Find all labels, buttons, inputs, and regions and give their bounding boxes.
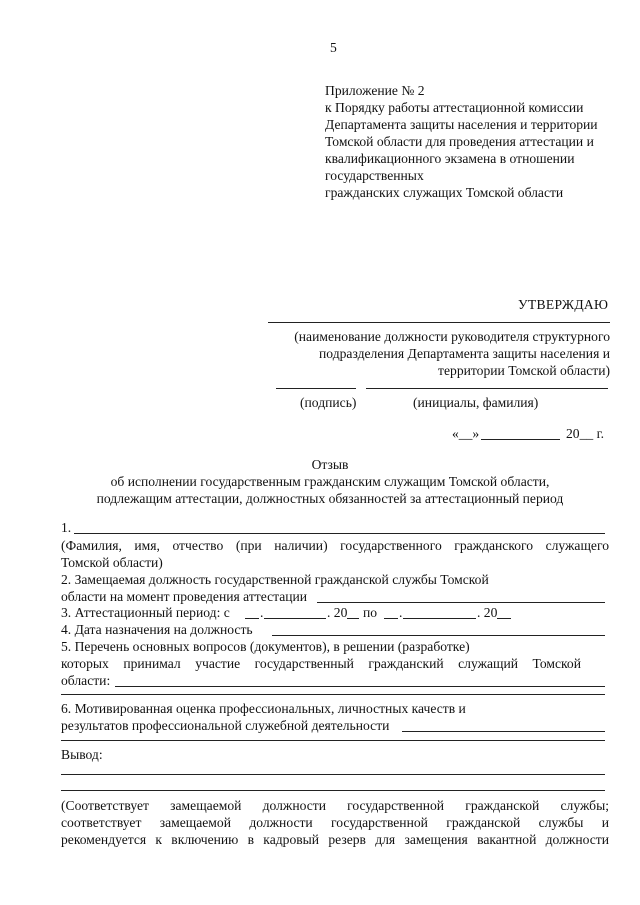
item2-label: 2. Замещаемая должность государственной гражданской службы Томской [61, 572, 489, 587]
item6-label: 6. Мотивированная оценка профессиональных, личностных качеств и [61, 701, 466, 716]
appendix-line: Департамента защиты населения и территории [325, 117, 598, 132]
appendix-line: Приложение № 2 [325, 83, 425, 98]
item4-label: 4. Дата назначения на должность [61, 622, 253, 637]
position-hint-line: (наименование должности руководителя структурного [294, 329, 610, 344]
item3-month1-line[interactable] [264, 618, 326, 619]
item3-to: по [363, 605, 378, 620]
item6-label: результатов профессиональной служебной деятельности [61, 718, 390, 733]
item4-fill-line[interactable] [272, 635, 605, 636]
position-line [268, 322, 610, 323]
review-subtitle: подлежащим аттестации, должностных обязанностей за аттестационный период [96, 491, 564, 506]
item6-fill-line[interactable] [61, 740, 605, 741]
conclusion-fill-line[interactable] [61, 790, 605, 791]
signature-line [276, 388, 356, 389]
conclusion-text: соответствует замещаемой должности государственной гражданской службы и [61, 815, 609, 830]
page-number: 5 [330, 40, 337, 55]
date-year: 20__ г. [566, 426, 605, 441]
position-hint-line: подразделения Департамента защиты населения и [319, 346, 610, 361]
item3-label: 3. Аттестационный период: с [61, 605, 230, 620]
appendix-line: квалификационного экзамена в отношении [325, 151, 575, 166]
item5-fill-line[interactable] [61, 694, 605, 695]
item3-yy1-line[interactable] [347, 618, 359, 619]
signature-hint: (подпись) [300, 395, 357, 410]
approve-title: УТВЕРЖДАЮ [518, 297, 609, 312]
appendix-line: Томской области для проведения аттестации и [325, 134, 594, 149]
review-title: Отзыв [311, 457, 349, 472]
conclusion-text: рекомендуется к включению в кадровый резерв для замещения вакантной должности [61, 832, 609, 847]
appendix-line: к Порядку работы аттестационной комиссии [325, 100, 584, 115]
conclusion-fill-line[interactable] [61, 774, 605, 775]
appendix-line: государственных [325, 168, 424, 183]
item3-year1: . 20 [327, 605, 348, 620]
item3-day1-line[interactable] [245, 618, 259, 619]
item1-hint: (Фамилия, имя, отчество (при наличии) государственного гражданского служащего [61, 538, 609, 553]
date-day: «__» [452, 426, 480, 441]
item3-yy2-line[interactable] [497, 618, 511, 619]
item6-fill-line[interactable] [402, 731, 605, 732]
item2-fill-line[interactable] [317, 602, 605, 603]
item5-label: которых принимал участие государственный гражданский служащий Томской [61, 656, 581, 671]
appendix-line: гражданских служащих Томской области [325, 185, 564, 200]
item1-number: 1. [61, 520, 72, 535]
position-hint-line: территории Томской области) [438, 363, 610, 378]
initials-line [366, 388, 608, 389]
item2-label: области на момент проведения аттестации [61, 589, 308, 604]
item5-fill-line[interactable] [115, 686, 605, 687]
item3-dot: . [260, 605, 264, 620]
review-subtitle: об исполнении государственным гражданским служащим Томской области, [110, 474, 550, 489]
date-month-line [481, 439, 560, 440]
item1-hint: Томской области) [61, 555, 163, 570]
item3-day2-line[interactable] [384, 618, 398, 619]
item3-year2: . 20 [477, 605, 498, 620]
conclusion-label: Вывод: [61, 747, 103, 762]
item1-fill-line[interactable] [74, 533, 605, 534]
item3-dot: . [399, 605, 403, 620]
initials-hint: (инициалы, фамилия) [413, 395, 539, 410]
item5-label: 5. Перечень основных вопросов (документов), в решении (разработке) [61, 639, 470, 654]
item5-label: области: [61, 673, 111, 688]
item3-month2-line[interactable] [403, 618, 476, 619]
conclusion-text: (Соответствует замещаемой должности государственной гражданской службы; [61, 798, 609, 813]
